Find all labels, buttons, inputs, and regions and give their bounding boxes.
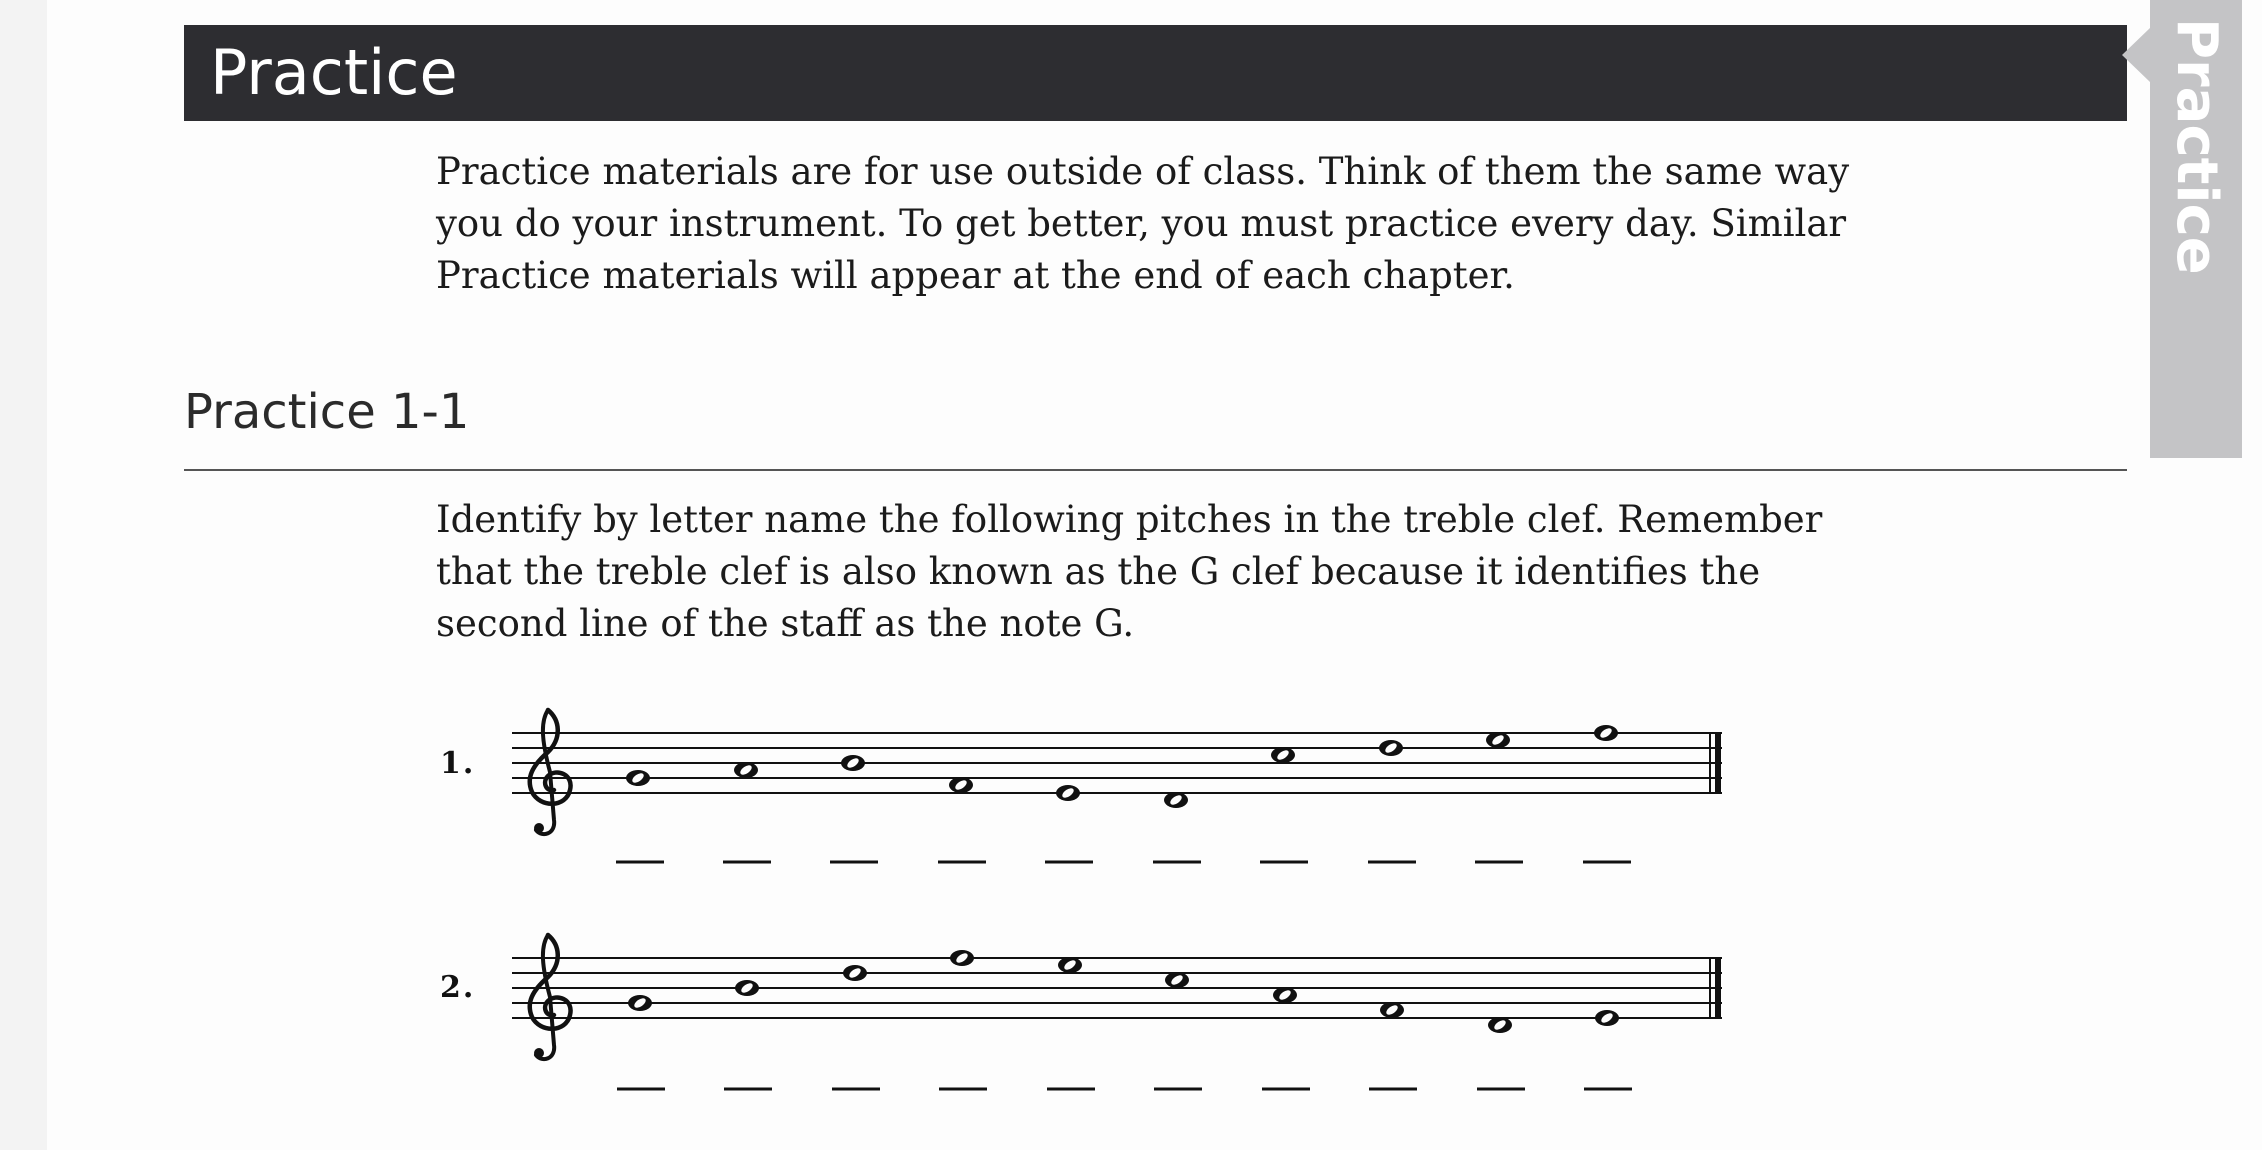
treble-clef-icon bbox=[530, 935, 571, 1059]
exercise-1-staff bbox=[512, 710, 1722, 862]
exercise-2-staff bbox=[512, 935, 1722, 1089]
note bbox=[1486, 732, 1510, 748]
note bbox=[1058, 957, 1082, 973]
note bbox=[628, 995, 652, 1011]
note bbox=[626, 770, 650, 786]
note bbox=[843, 965, 867, 981]
note bbox=[1165, 972, 1189, 988]
page-title: Practice bbox=[210, 36, 458, 109]
note bbox=[1595, 1010, 1619, 1026]
note bbox=[734, 762, 758, 778]
note bbox=[1271, 747, 1295, 763]
note bbox=[1488, 1017, 1512, 1033]
note bbox=[1594, 725, 1618, 741]
note bbox=[1273, 987, 1297, 1003]
note bbox=[1379, 740, 1403, 756]
intro-paragraph: Practice materials are for use outside of class. Think of them the same way you do your instrument. To get better, you must practice every day. Similar Practice materials will appear at the end of each chapter. bbox=[436, 150, 1850, 297]
instructions-paragraph: Identify by letter name the following pitches in the treble clef. Remember that the treble clef is also known as the G clef because it identifies the second line of the staff as the note G. bbox=[436, 498, 1823, 645]
note bbox=[950, 950, 974, 966]
note bbox=[735, 980, 759, 996]
side-tab-label: Practice bbox=[2164, 18, 2229, 275]
note bbox=[1056, 785, 1080, 801]
note bbox=[1380, 1002, 1404, 1018]
note bbox=[1164, 792, 1188, 808]
exercise-2-number: 2. bbox=[440, 970, 476, 1005]
exercise-1-number: 1. bbox=[440, 746, 476, 781]
treble-clef-icon bbox=[530, 710, 571, 834]
section-heading: Practice 1-1 bbox=[184, 384, 470, 440]
note bbox=[949, 777, 973, 793]
note bbox=[841, 755, 865, 771]
